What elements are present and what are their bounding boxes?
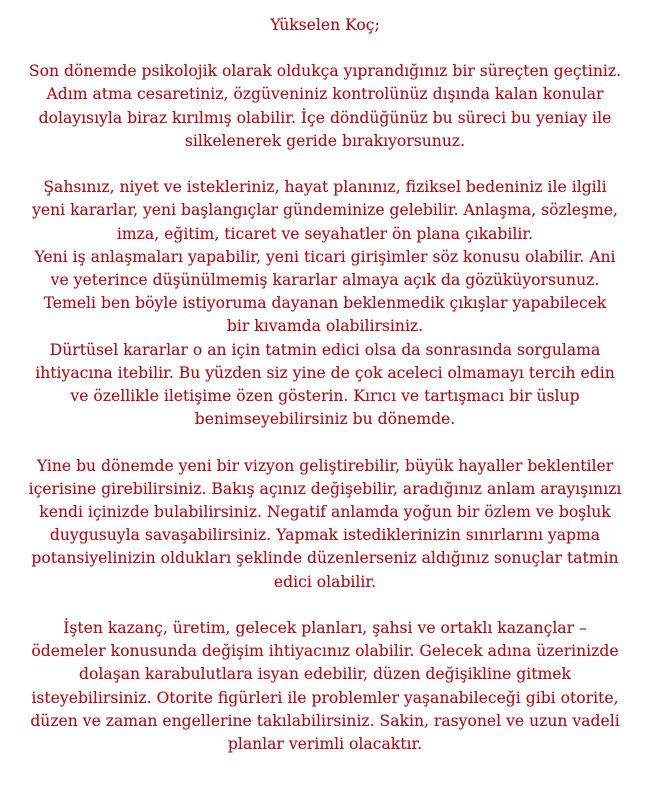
paragraph-line: Son dönemde psikolojik olarak oldukça yıprandığınız bir süreçten geçtiniz. — [28, 62, 622, 81]
paragraph-1 — [0, 60, 650, 153]
paragraph-line: kendi içinizde bulabilirsiniz. Negatif anlamda yoğun bir özlem ve boşluk — [39, 503, 611, 522]
paragraph-3 — [0, 455, 650, 594]
paragraph-line: potansiyelinizin oldukları şeklinde düzenlerseniz aldığınız sonuçlar tatmin — [31, 549, 619, 568]
paragraph-line: silkelenerek geride bırakıyorsunuz. — [184, 131, 466, 150]
paragraph-line: Şahsınız, niyet ve istekleriniz, hayat planınız, fiziksel bedeniniz ile ilgili — [43, 178, 607, 197]
paragraph-line: ödemeler konusunda değişim ihtiyacınız olabilir. Gelecek adına üzerinizde — [31, 642, 619, 661]
paragraph-2 — [0, 176, 650, 431]
paragraph-line: içerisine girebilirsiniz. Bakış açınız değişebilir, aradığınız anlam arayışınızı — [28, 479, 622, 498]
paragraph-4 — [0, 617, 650, 756]
paragraph-line: benimseyebilirsiniz bu dönemde. — [194, 410, 456, 429]
paragraph-line: edici olabilir. — [273, 572, 377, 591]
paragraph-line: düzen ve zaman engellerine takılabilirsiniz. Sakin, rasyonel ve uzun vadeli — [30, 711, 620, 730]
paragraph-line: Dürtüsel kararlar o an için tatmin edici olsa da sonrasında sorgulama — [49, 340, 601, 359]
paragraph-line: Yeni iş anlaşmaları yapabilir, yeni ticari girişimler söz konusu olabilir. Ani — [34, 247, 616, 266]
paragraph-line: Yine bu dönemde yeni bir vizyon geliştirebilir, büyük hayaller beklentiler — [36, 456, 614, 475]
paragraph-line: dolaşan karabulutlara isyan edebilir, düzen değişikline gitmek — [79, 665, 571, 684]
paragraph-line: Temeli ben böyle istiyoruma dayanan beklenmedik çıkışlar yapabilecek — [43, 294, 607, 313]
paragraph-line: duygusuyla savaşabilirsiniz. Yapmak istediklerinizin sınırlarını yapma — [49, 526, 601, 545]
paragraph-line: ve özellikle iletişime özen gösterin. Kırıcı ve tartışmacı bir üslup — [70, 387, 580, 406]
paragraph-line: imza, eğitim, ticaret ve seyahatler ön plana çıkabilir. — [116, 224, 534, 243]
paragraph-line: Adım atma cesaretiniz, özgüveniniz kontrolünüz dışında kalan konular — [46, 85, 604, 104]
paragraph-line: planlar verimli olacaktır. — [227, 735, 423, 754]
paragraph-line: dolayısıyla biraz kırılmış olabilir. İçe döndüğünüz bu süreci bu yeniay ile — [38, 108, 612, 127]
paragraph-line: ve yeterince düşünülmemiş kararlar almaya açık da gözüküyorsunuz. — [50, 271, 600, 290]
paragraph-line: yeni kararlar, yeni başlangıçlar gündeminize gelebilir. Anlaşma, sözleşme, — [32, 201, 618, 220]
paragraph-line: ihtiyacına itebilir. Bu yüzden siz yine de çok aceleci olmamayı tercih edin — [35, 363, 615, 382]
paragraph-line: isteyebilirsiniz. Otorite figürleri ile problemler yaşanabileceği gibi otorite, — [31, 688, 619, 707]
paragraph-line: bir kıvamda olabilirsiniz. — [226, 317, 424, 336]
paragraph-line: İşten kazanç, üretim, gelecek planları, şahsi ve ortaklı kazançlar – — [63, 619, 587, 638]
document-title: Yükselen Koç; — [270, 16, 380, 34]
